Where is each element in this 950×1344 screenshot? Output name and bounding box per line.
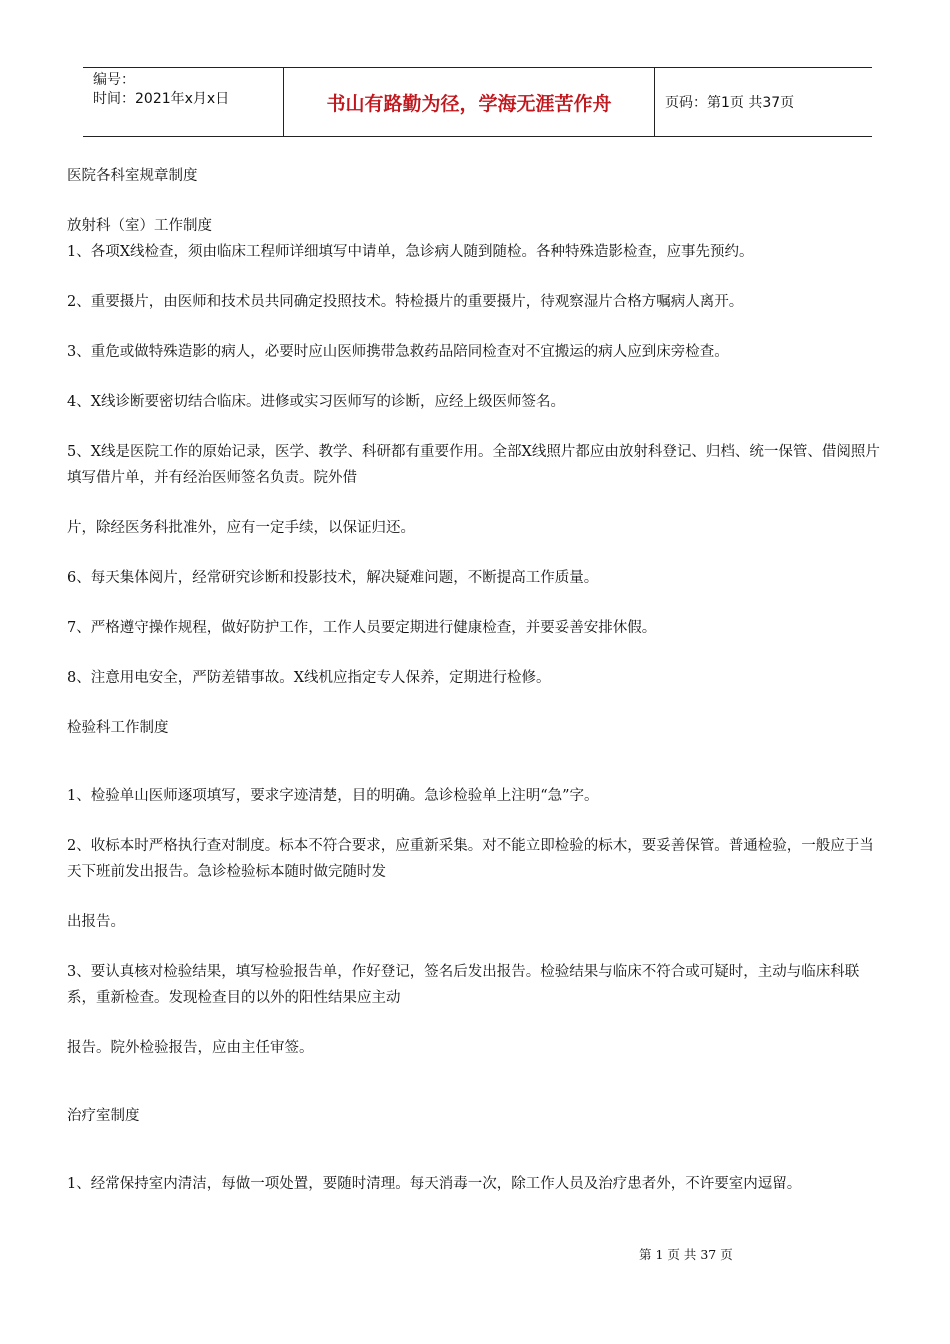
paragraph: 5、X线是医院工作的原始记录，医学、教学、科研都有重要作用。全部X线照片都应由放射科登记、归档、统一保管、借阅照片填写借片单，并有经治医师签名负责。院外借: [67, 444, 880, 486]
document-title: 医院各科室规章制度: [67, 168, 198, 184]
document-date: 时间：2021年x月x日: [93, 91, 230, 107]
document-number-label: 编号：: [93, 72, 135, 88]
header-motto: 书山有路勤为径，学海无涯苦作舟: [283, 68, 655, 136]
paragraph: 4、X线诊断要密切结合临床。进修或实习医师写的诊断，应经上级医师签名。: [67, 394, 566, 410]
section-title-treatment-room: 治疗室制度: [67, 1108, 140, 1124]
paragraph: 1、检验单山医师逐项填写，要求字迹清楚，目的明确。急诊检验单上注明“急”字。: [67, 788, 599, 804]
page-footer: 第 1 页 共 37 页: [639, 1247, 733, 1262]
section-title-laboratory: 检验科工作制度: [67, 720, 169, 736]
paragraph: 8、注意用电安全，严防差错事故。X线机应指定专人保养，定期进行检修。: [67, 670, 551, 686]
paragraph: 7、严格遵守操作规程，做好防护工作，工作人员要定期进行健康检查，并要妥善安排休假。: [67, 620, 657, 636]
paragraph: 出报告。: [67, 914, 125, 930]
paragraph: 6、每天集体阅片，经常研究诊断和投影技术，解决疑难问题，不断提高工作质量。: [67, 570, 599, 586]
paragraph: 片，除经医务科批准外，应有一定手续，以保证归还。: [67, 520, 415, 536]
paragraph: 报告。院外检验报告，应由主任审签。: [67, 1040, 314, 1056]
section-title-radiology: 放射科（室）工作制度: [67, 218, 212, 234]
paragraph: 3、重危或做特殊造影的病人，必要时应山医师携带急救药品陪同检查对不宜搬运的病人应到床旁检查。: [67, 344, 729, 360]
page-header: [83, 67, 872, 137]
document-body: [67, 163, 887, 1197]
paragraph: 1、经常保持室内清洁，每做一项处置，要随时清理。每天消毒一次，除工作人员及治疗患者外，不许要室内逗留。: [67, 1176, 802, 1192]
paragraph: 1、各项X线检查，须由临床工程师详细填写中请单，急诊病人随到随检。各种特殊造影检查，应事先预约。: [67, 244, 754, 260]
header-meta: [83, 68, 293, 136]
paragraph: 2、收标本时严格执行查对制度。标本不符合要求，应重新采集。对不能立即检验的标木，要妥善保管。普通检验，一般应于当天下班前发出报告。急诊检验标本随时做完随时发: [67, 838, 874, 880]
paragraph: 2、重要摄片，由医师和技术员共同确定投照技术。特检摄片的重要摄片，待观察湿片合格方嘱病人离开。: [67, 294, 744, 310]
paragraph: 3、要认真核对检验结果，填写检验报告单，作好登记，签名后发出报告。检验结果与临床不符合或可疑时，主动与临床科联系，重新检查。发现检查目的以外的阳性结果应主动: [67, 964, 860, 1006]
header-page-number: 页码：第1页 共37页: [665, 95, 795, 111]
